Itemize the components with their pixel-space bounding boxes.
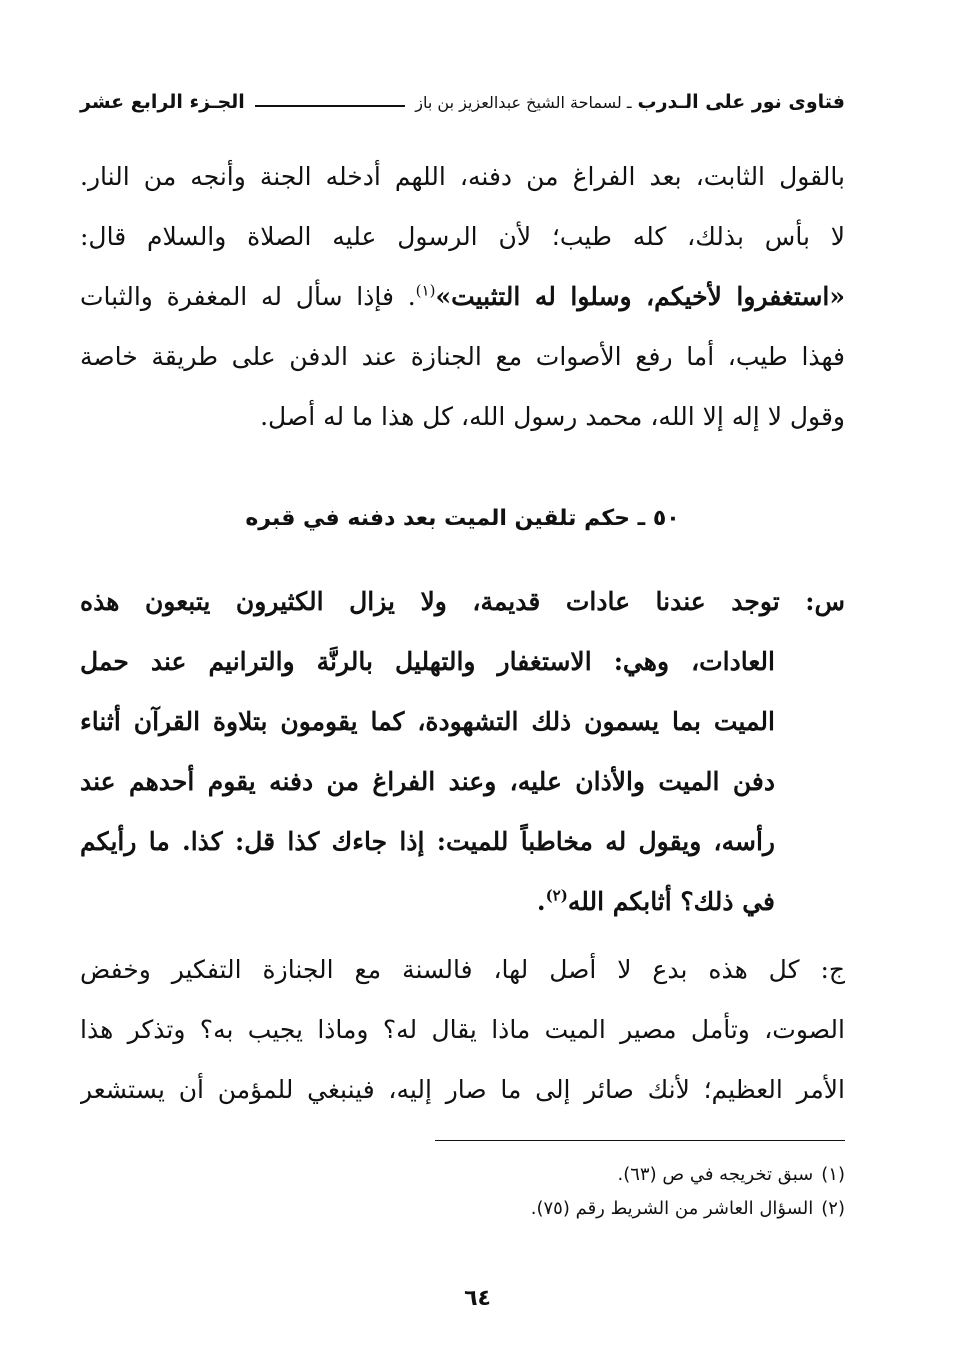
footnote-text: السؤال العاشر من الشريط رقم (٧٥). xyxy=(530,1198,814,1219)
footnote-ref: (١) xyxy=(415,281,436,300)
book-title: فتاوى نور على الـدرب xyxy=(637,91,845,113)
question-line-last xyxy=(80,872,845,932)
answer-line: الأمر العظيم؛ لأنك صائر إلى ما صار إليه، فينبغي للمؤمن أن يستشعر xyxy=(80,1075,845,1104)
question-paragraph xyxy=(80,572,845,932)
answer-paragraph xyxy=(80,940,845,1120)
end-mark: . xyxy=(536,887,546,916)
footnote-divider xyxy=(435,1140,845,1141)
question-line-text: في ذلك؟ أثابكم الله xyxy=(567,887,775,916)
paragraph-line: وقول لا إله إلا الله، محمد رسول الله، كل هذا ما له أصل. xyxy=(260,402,845,431)
author-name: ـ لسماحة الشيخ عبدالعزيز بن باز xyxy=(415,92,632,112)
footnote-number: (١) xyxy=(821,1164,845,1185)
volume-part: الجـزء الرابع عشر xyxy=(80,91,245,113)
paragraph-line-with-hadith: «استغفروا لأخيكم، وسلوا له التثبيت»$^{(١)}$. فإذا سأل له المغفرة والثبات xyxy=(80,281,845,311)
answer-line: الصوت، وتأمل مصير الميت ماذا يقال له؟ وماذا يجيب به؟ وتذكر هذا xyxy=(80,1015,845,1044)
section-heading: ٥٠ ـ حكم تلقين الميت بعد دفنه في قبره xyxy=(245,506,680,531)
question-line: س: توجد عندنا عادات قديمة، ولا يزال الكثيرون يتبعون هذه xyxy=(80,587,845,616)
paragraph-line: لا بأس بذلك، كله طيب؛ لأن الرسول عليه الصلاة والسلام قال: xyxy=(80,222,845,251)
footnote-ref: (٢) xyxy=(545,886,568,905)
top-paragraph xyxy=(80,147,845,447)
footnote-item xyxy=(200,1192,845,1226)
answer-line: ج: كل هذه بدع لا أصل لها، فالسنة مع الجنازة التفكير وخفض xyxy=(80,955,845,984)
running-header xyxy=(80,85,845,119)
page-number: ٦٤ xyxy=(464,1286,491,1311)
footnotes xyxy=(200,1158,845,1226)
hadith-quote: «استغفروا لأخيكم، وسلوا له التثبيت» xyxy=(435,282,845,311)
footnote-number: (٢) xyxy=(821,1198,845,1219)
header-rule xyxy=(255,105,405,107)
footnote-text: سبق تخريجه في ص (٦٣). xyxy=(617,1164,814,1185)
question-line: الميت بما يسمون ذلك التشهودة، كما يقومون بتلاوة القرآن أثناء xyxy=(80,707,775,736)
paragraph-line: بالقول الثابت، بعد الفراغ من دفنه، اللهم أدخله الجنة وأنجه من النار. xyxy=(80,162,845,191)
paragraph-line-tail: فإذا سأل له المغفرة والثبات xyxy=(80,282,394,311)
question-line: رأسه، ويقول له مخاطباً للميت: إذا جاءك كذا قل: كذا. ما رأيكم xyxy=(80,827,775,856)
footnote-item xyxy=(200,1158,845,1192)
paragraph-line: فهذا طيب، أما رفع الأصوات مع الجنازة عند الدفن على طريقة خاصة xyxy=(80,342,845,371)
question-line: العادات، وهي: الاستغفار والتهليل بالرنَّة والترانيم عند حمل xyxy=(80,647,775,676)
question-line: دفن الميت والأذان عليه، وعند الفراغ من دفنه يقوم أحدهم عند xyxy=(80,767,775,796)
